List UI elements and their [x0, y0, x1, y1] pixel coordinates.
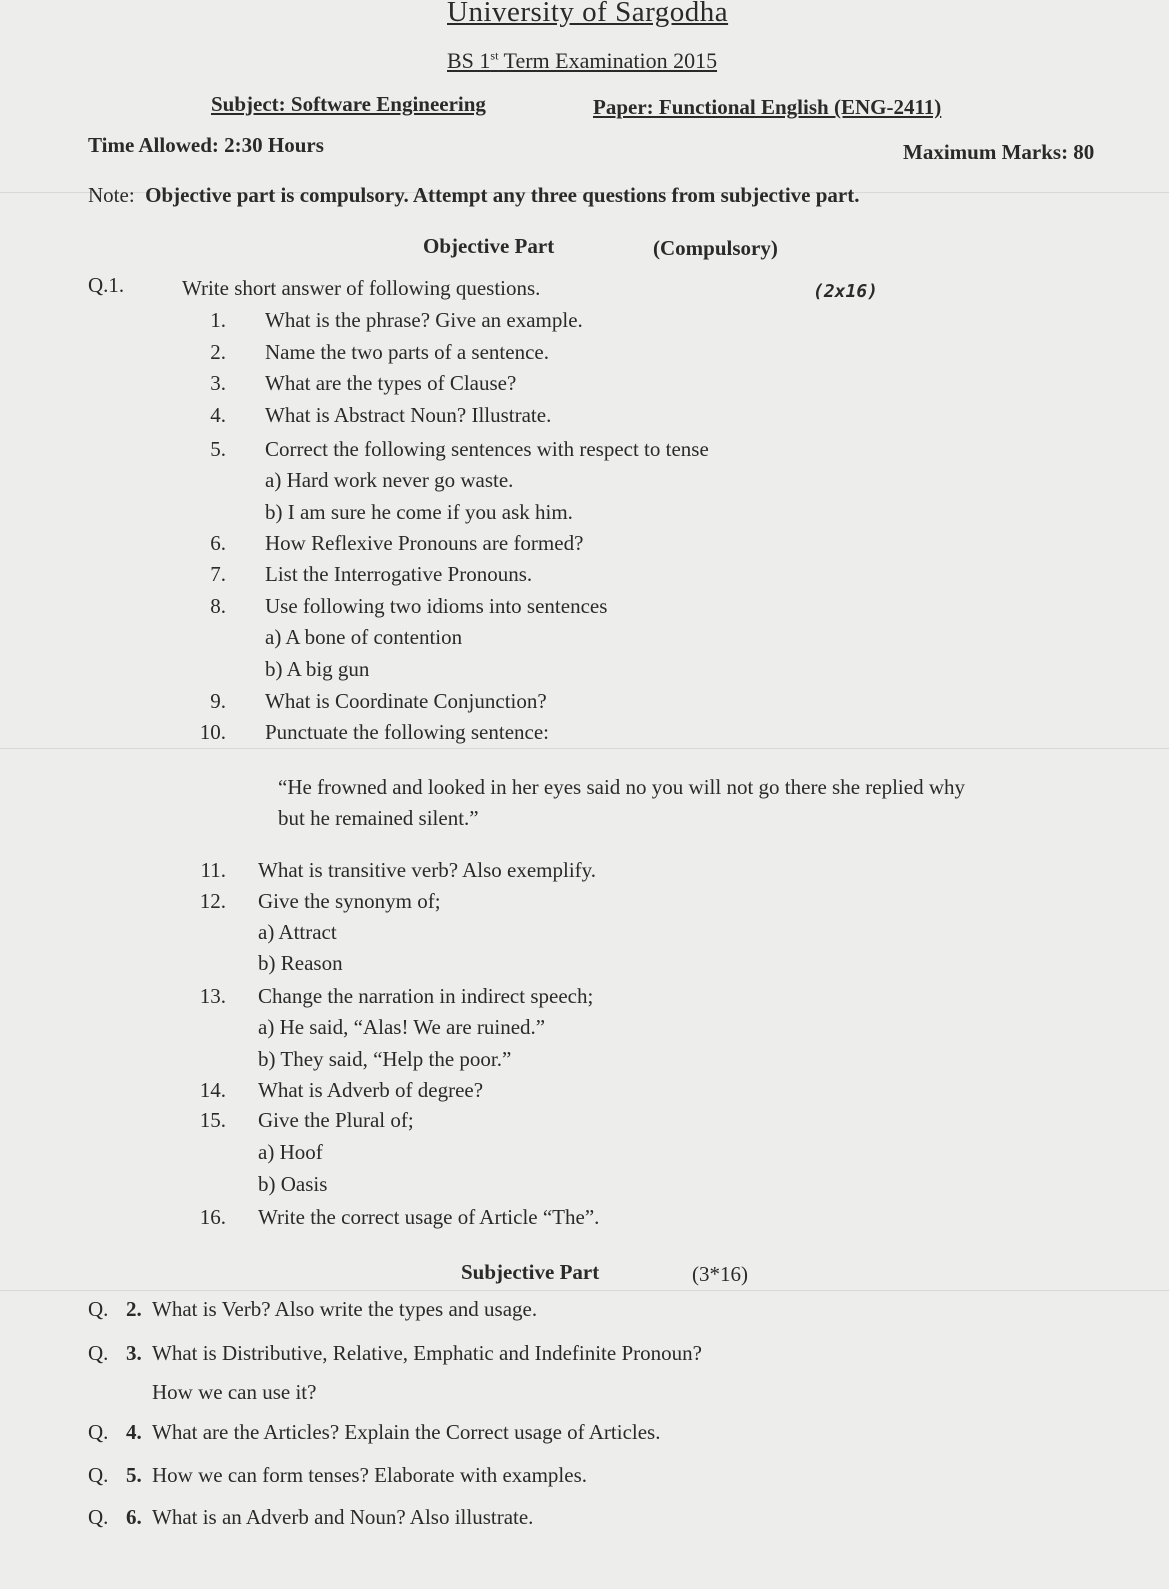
subjective-question-text: How we can form tenses? Elaborate with examples.: [152, 1463, 588, 1487]
subjective-question-number: 6.: [126, 1505, 142, 1529]
question-text: Write the correct usage of Article “The”.: [258, 1205, 600, 1229]
question-text: Give the synonym of;: [258, 889, 441, 913]
punctuation-quote-line-1: “He frowned and looked in her eyes said no you will not go there she replied why: [278, 775, 965, 799]
note: Note: Objective part is compulsory. Attempt any three questions from subjective part.: [88, 183, 860, 207]
question-1-instruction: Write short answer of following questions.: [182, 276, 541, 300]
question-text: Use following two idioms into sentences: [265, 594, 608, 618]
sub-item-text: b) I am sure he come if you ask him.: [265, 500, 573, 524]
paper-line: Paper: Functional English (ENG-2411): [593, 95, 942, 119]
question-number: 9.: [210, 689, 226, 713]
university-title: University of Sargodha: [447, 0, 729, 28]
sub-item-text: b) Reason: [258, 951, 343, 975]
question-text: What are the types of Clause?: [265, 371, 517, 395]
objective-part-title: Objective Part: [423, 234, 555, 258]
question-text: Name the two parts of a sentence.: [265, 340, 549, 364]
question-1-label: Q.1.: [88, 273, 125, 297]
subjective-question-text: What is Distributive, Relative, Emphatic and Indefinite Pronoun?: [152, 1341, 702, 1365]
subjective-question-label: Q.: [88, 1341, 109, 1365]
question-number: 15.: [199, 1108, 226, 1132]
sub-item-text: a) A bone of contention: [265, 625, 463, 649]
question-number: 6.: [210, 531, 226, 555]
question-number: 2.: [210, 340, 226, 364]
subjective-question-text: What is an Adverb and Noun? Also illustrate.: [152, 1505, 534, 1529]
question-number: 14.: [199, 1078, 226, 1102]
question-text: What is Coordinate Conjunction?: [265, 689, 547, 713]
subjective-part-marks: (3*16): [692, 1262, 748, 1286]
subjective-question-number: 3.: [126, 1341, 142, 1365]
sub-item-text: a) Hoof: [258, 1140, 323, 1164]
question-text: Change the narration in indirect speech;: [258, 984, 594, 1008]
objective-part-tag: (Compulsory): [653, 236, 778, 260]
subjective-question-text: What is Verb? Also write the types and usage.: [152, 1297, 538, 1321]
question-text: What is Adverb of degree?: [258, 1078, 484, 1102]
question-text: Give the Plural of;: [258, 1108, 414, 1132]
question-number: 4.: [210, 403, 226, 427]
subject-line: Subject: Software Engineering: [211, 92, 486, 116]
subjective-question-label: Q.: [88, 1505, 109, 1529]
exam-title: BS 1st Term Examination 2015: [447, 48, 718, 73]
question-number: 3.: [210, 371, 226, 395]
question-number: 11.: [200, 858, 226, 882]
sub-item-text: a) Attract: [258, 920, 337, 944]
subjective-question-text-continued: How we can use it?: [152, 1380, 317, 1404]
handwritten-marks: (2x16): [813, 281, 879, 302]
question-text: List the Interrogative Pronouns.: [265, 562, 533, 586]
subjective-question-label: Q.: [88, 1463, 109, 1487]
question-text: What is transitive verb? Also exemplify.: [258, 858, 597, 882]
question-number: 16.: [199, 1205, 226, 1229]
subjective-question-text: What are the Articles? Explain the Correct usage of Articles.: [152, 1420, 661, 1444]
question-text: What is the phrase? Give an example.: [265, 308, 583, 332]
question-number: 10.: [199, 720, 226, 744]
question-number: 7.: [210, 562, 226, 586]
punctuation-quote-line-2: but he remained silent.”: [278, 806, 479, 830]
question-text: What is Abstract Noun? Illustrate.: [265, 403, 552, 427]
maximum-marks: Maximum Marks: 80: [903, 140, 1095, 164]
sub-item-text: b) They said, “Help the poor.”: [258, 1047, 512, 1071]
question-number: 8.: [210, 594, 226, 618]
question-text: How Reflexive Pronouns are formed?: [265, 531, 584, 555]
subjective-question-label: Q.: [88, 1420, 109, 1444]
sub-item-text: a) He said, “Alas! We are ruined.”: [258, 1015, 546, 1039]
question-number: 5.: [210, 437, 226, 461]
question-number: 13.: [199, 984, 226, 1008]
time-allowed: Time Allowed: 2:30 Hours: [88, 133, 324, 157]
sub-item-text: b) Oasis: [258, 1172, 328, 1196]
subjective-question-number: 5.: [126, 1463, 142, 1487]
sub-item-text: b) A big gun: [265, 657, 370, 681]
question-text: Punctuate the following sentence:: [265, 720, 550, 744]
subjective-question-label: Q.: [88, 1297, 109, 1321]
sub-item-text: a) Hard work never go waste.: [265, 468, 514, 492]
question-number: 12.: [199, 889, 226, 913]
subjective-question-number: 2.: [126, 1297, 142, 1321]
subjective-question-number: 4.: [126, 1420, 142, 1444]
question-text: Correct the following sentences with respect to tense: [265, 437, 709, 461]
subjective-part-title: Subjective Part: [461, 1260, 600, 1284]
question-number: 1.: [210, 308, 226, 332]
